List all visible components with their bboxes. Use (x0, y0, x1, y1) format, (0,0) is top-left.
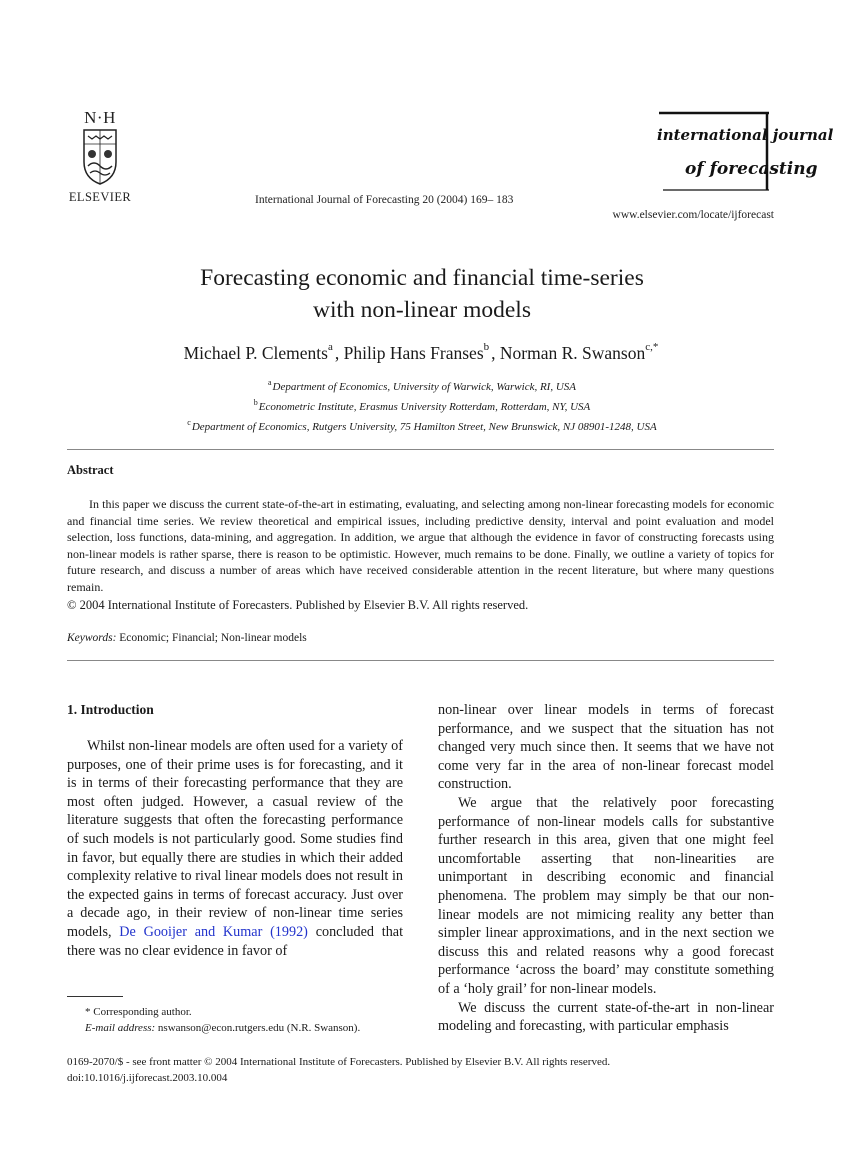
abstract-heading: Abstract (67, 463, 114, 477)
body-paragraph: non-linear over linear models in terms of forecast performance, and we suspect that the situation has not changed very much since then. It seems that we have not come very far in the area of non-linear forecast model construction. (438, 702, 774, 793)
affiliation-text: Department of Economics, University of Warwick, Warwick, RI, USA (272, 381, 577, 393)
footnote-email-line (67, 1020, 403, 1036)
footnote (67, 1004, 403, 1036)
title-line-1: Forecasting economic and financial time-series (200, 265, 644, 291)
author-sep: , (491, 343, 500, 363)
author-list (70, 341, 774, 364)
keywords (67, 632, 307, 644)
affiliation (70, 375, 774, 395)
front-matter (67, 1054, 610, 1086)
affiliation-sup: a (267, 378, 272, 387)
email-label: E-mail address: (85, 1022, 156, 1034)
divider-top (67, 449, 774, 450)
email-address[interactable]: nswanson@econ.rutgers.edu (N.R. Swanson). (157, 1022, 361, 1034)
front-matter-line: 0169-2070/$ - see front matter © 2004 International Institute of Forecasters. Published by Elsevier B.V. All rights reserved. (67, 1056, 611, 1068)
journal-citation: International Journal of Forecasting 20 (2004) 169– 183 (255, 194, 514, 206)
affiliation (70, 415, 774, 435)
abstract-paragraph: In this paper we discuss the current state-of-the-art in estimating, evaluating, and selecting among non-linear forecasting models for economic and financial time series. We review theoretical and empirical issues, including predictive density, interval and point evaluation and model selection, loss functions, data-mining, and aggregation. In addition, we argue that although the evidence in favor of constructing forecasts using non-linear models is rather sparse, there is reason to be optimistic. However, much remains to be done. Finally, we outline a variety of topics for future research, and discuss a number of areas which have received considerable attention in the recent literature, but where many questions remain. (67, 497, 774, 594)
body-paragraph: We discuss the current state-of-the-art in non-linear modeling and forecasting, with particular emphasis (438, 999, 774, 1035)
right-column (438, 701, 774, 1036)
title-line-2: with non-linear models (313, 297, 531, 323)
section-heading: 1. Introduction (67, 702, 154, 717)
author-sup[interactable]: a (327, 341, 333, 353)
affiliation-text: Econometric Institute, Erasmus University Rotterdam, Rotterdam, NY, USA (258, 401, 591, 413)
author-sep: , (334, 343, 344, 363)
affiliation-sup: b (253, 398, 258, 407)
article-title (70, 262, 774, 326)
footnote-rule (67, 996, 123, 997)
author-name: Philip Hans Franses (343, 343, 484, 363)
abstract-body (67, 496, 774, 596)
abstract-copyright: © 2004 International Institute of Forecasters. Published by Elsevier B.V. All rights reserved. (67, 598, 529, 612)
doi[interactable]: doi:10.1016/j.ijforecast.2003.10.004 (67, 1072, 228, 1084)
keywords-label: Keywords: (67, 632, 117, 644)
nh-mark: N·H (84, 108, 116, 127)
paragraph-text: concluded that there was no clear evidence in favor of (67, 923, 404, 959)
keywords-list: Economic; Financial; Non-linear models (119, 632, 307, 644)
affiliation-text: Department of Economics, Rutgers University, 75 Hamilton Street, New Brunswick, NJ 08901-1248, USA (191, 421, 657, 433)
affiliations (70, 375, 774, 435)
ijf-logo (655, 110, 834, 192)
ijf-logo-line2: of forecasting (685, 159, 818, 179)
journal-url[interactable]: www.elsevier.com/locate/ijforecast (612, 209, 774, 221)
elsevier-wordmark: ELSEVIER (68, 190, 132, 204)
body-paragraph: We argue that the relatively poor forecasting performance of non-linear models calls for substantive further research in this area, given that one might feel uncomfortable asserting that non-linearities are unimportant in describing economic and financial phenomena. The problem may simply be that our non-linear models are not mimicing reality any better than simpler linear approximations, and in the next section we discuss this and related reasons why a good forecast performance ‘across the board’ may constitute something of a ‘holy grail’ for non-linear models. (438, 794, 774, 997)
author-sup[interactable]: c,* (645, 341, 659, 353)
affiliation-sup: c (187, 418, 191, 427)
elsevier-tree-icon (74, 126, 126, 186)
body-paragraph (67, 737, 403, 960)
author-name: Michael P. Clements (183, 343, 328, 363)
divider-bottom (67, 660, 774, 661)
ijf-logo-line1: international journal (657, 126, 834, 144)
affiliation (70, 395, 774, 415)
paragraph-text: Whilst non-linear models are often used for a variety of purposes, one of their prime uses is for forecasting, and it is in terms of their forecasting performance that they are most often judged. However, a casual review of the literature suggests that often the forecasting performance of such models is not particularly good. Some studies find in favor, but equally there are studies in which their added complexity relative to rival linear models does not result in the expected gains in terms of forecast accuracy. Just over a decade ago, in their review of non-linear time series models, (67, 738, 403, 940)
author-sup[interactable]: b (483, 341, 490, 353)
author-name: Norman R. Swanson (499, 343, 646, 363)
citation-link[interactable]: De Gooijer and Kumar (1992) (119, 923, 308, 940)
footnote-corresponding: * Corresponding author. (85, 1006, 192, 1018)
left-column (67, 737, 403, 960)
